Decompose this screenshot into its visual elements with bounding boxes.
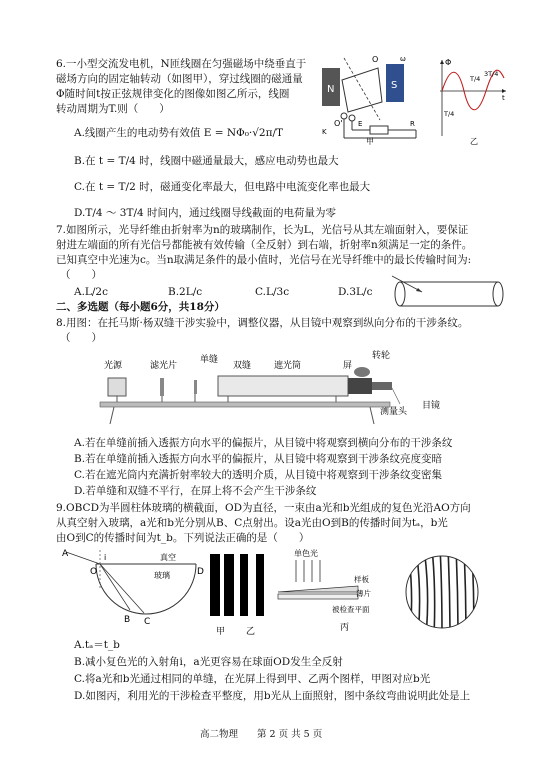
q7-stem-line1: 7.如图所示，光导纤维由折射率为n的玻璃制作，长为L，光信号从其左端面射入，要保证 [56, 224, 469, 236]
optical-fiber-figure [394, 270, 514, 316]
q9-option-d: D.如图丙，利用光的干涉检查平整度，用b光从上面照射，图中条纹弯曲说明此处是上 [74, 690, 471, 702]
svg-text:Φ: Φ [445, 58, 452, 67]
semicircle-arc [96, 564, 196, 614]
svg-text:被检查平面: 被检查平面 [332, 605, 370, 614]
svg-text:转轮: 转轮 [372, 351, 391, 361]
svg-text:O: O [90, 567, 98, 577]
q9-option-b: B.减小复色光的入射角i，a光更容易在球面OD发生全反射 [74, 656, 343, 668]
flatness-test-figure [274, 546, 384, 638]
q7-option-c: C.L/3c [255, 286, 290, 298]
svg-text:甲: 甲 [366, 137, 374, 146]
q6-stem-line2: 磁场方向的固定轴转动（如图甲），穿过线圈的磁通量 [56, 73, 303, 85]
svg-text:ω: ω [400, 55, 406, 63]
double-slit-apparatus [100, 342, 460, 432]
q9-stem-line2: 从真空射入玻璃，a光和b光分别从B、C点射出。设a光由O到B的传播时间为tₐ，b光 [56, 517, 448, 529]
svg-text:K: K [322, 128, 327, 136]
section-multiple-choice-title: 二、多选题（每小题6分，共18分） [56, 301, 225, 313]
resistor-icon [370, 126, 388, 134]
q9-option-a: A.tₐ＝t_b [74, 639, 120, 651]
svg-text:i: i [104, 553, 107, 562]
interference-fringes-circle [402, 552, 482, 632]
q8-option-d: D.若单缝和双缝不平行，在屏上将不会产生干涉条纹 [74, 485, 317, 497]
ray-oc [100, 564, 144, 613]
q6-stem-line4: 转动周期为T.则（ ） [56, 103, 170, 115]
q8-stem-line2: （ ） [60, 332, 102, 344]
svg-text:丙: 丙 [340, 623, 350, 633]
svg-text:乙: 乙 [470, 137, 478, 146]
svg-text:3T/4: 3T/4 [484, 70, 499, 78]
shade-tube [218, 376, 348, 396]
svg-text:T/4: T/4 [444, 110, 455, 118]
svg-text:甲: 甲 [216, 627, 226, 637]
svg-text:O': O' [334, 119, 343, 128]
q8-stem-line1: 8.用图：在托马斯·杨双缝干涉实验中，调整仪器，从目镜中观察到纵向分布的干涉条纹。 [56, 317, 469, 329]
flux-graph [432, 56, 512, 146]
eyepiece [372, 382, 392, 390]
svg-text:T/4: T/4 [470, 75, 481, 83]
q7-stem-line4: （ ） [60, 269, 102, 281]
q6-option-c: C.在 t = T/2 时，磁通变化率最大，但电路中电流变化率也最大 [74, 181, 371, 193]
q9-stem-line1: 9.OBCD为半圆柱体玻璃的横截面，OD为直径，一束由a光和b光组成的复色光沿AO方向 [56, 502, 471, 514]
q6-option-a: A.线圈产生的电动势有效值 E = NΦ₀·√2π/T [74, 127, 284, 139]
single-slit [194, 380, 197, 394]
q8-option-c: C.若在遮光筒内充满折射率较大的透明介质，从目镜中将观察到干涉条纹变密集 [74, 469, 442, 481]
q7-option-a: A.L/2c [74, 286, 108, 298]
fiber-left-end [395, 282, 405, 306]
svg-text:S: S [391, 80, 398, 91]
optical-bench [100, 402, 390, 407]
q7-option-d: D.3L/c [338, 286, 373, 298]
svg-text:滤光片: 滤光片 [150, 361, 178, 371]
rotation-axis [344, 58, 380, 120]
svg-text:薄片: 薄片 [356, 589, 371, 598]
svg-text:t: t [502, 94, 505, 102]
fiber-right-end [493, 282, 503, 306]
svg-text:乙: 乙 [246, 627, 256, 637]
q8-option-a: A.若在单缝前插入透振方向水平的偏振片，从目镜中将观察到横向分布的干涉条纹 [74, 437, 453, 449]
svg-text:N: N [327, 84, 335, 95]
filter [160, 378, 164, 396]
svg-text:屏: 屏 [343, 361, 353, 371]
q6-option-d: D.T/4 ～ 3T/4 时间内，通过线圈导线截面的电荷量为零 [74, 207, 337, 219]
incident-ray-ao [66, 552, 100, 564]
svg-text:单缝: 单缝 [200, 355, 219, 365]
coil-loop [342, 68, 382, 112]
svg-text:D: D [197, 567, 204, 577]
page-footer: 高二物理 第 2 页 共 5 页 [200, 729, 323, 740]
svg-text:O: O [372, 55, 379, 64]
svg-text:光源: 光源 [104, 361, 123, 371]
q8-option-b: B.若在单缝前插入透振方向水平的偏振片，从目镜中将观察到干涉条纹亮度变暗 [74, 453, 443, 465]
q6-stem-line1: 6.一小型交流发电机，N匝线圈在匀强磁场中绕垂直于 [56, 58, 307, 70]
svg-text:双缝: 双缝 [233, 361, 252, 371]
q7-option-b: B.2L/c [168, 286, 203, 298]
svg-text:E: E [358, 120, 363, 128]
measuring-head [348, 378, 372, 394]
svg-text:单色光: 单色光 [294, 549, 318, 558]
test-plane [278, 594, 358, 599]
q7-stem-line3: 已知真空中光速为c。当n取满足条件的最小值时，光信号在光导纤维中的最长传输时间为: [56, 254, 472, 266]
diffraction-patterns [208, 552, 268, 642]
svg-text:A: A [62, 549, 69, 559]
svg-text:C: C [144, 617, 151, 627]
light-source [108, 378, 126, 396]
q9-option-c: C.将a光和b光通过相同的单缝，在光屏上得到甲、乙两个图样，甲图对应b光 [74, 673, 431, 685]
rotating-wheel [354, 367, 370, 377]
svg-text:目镜: 目镜 [422, 401, 441, 411]
q6-option-b: B.在 t = T/4 时，线圈中磁通量最大，感应电动势也最大 [74, 155, 339, 167]
sample-plate [278, 586, 358, 592]
q6-stem-line3: Φ随时间t按正弦规律变化的图像如图乙所示，线圈 [56, 88, 290, 100]
generator-figure [314, 50, 434, 145]
svg-text:测量头: 测量头 [380, 407, 408, 417]
svg-text:样板: 样板 [354, 575, 369, 584]
svg-text:真空: 真空 [160, 553, 176, 562]
svg-text:玻璃: 玻璃 [154, 571, 170, 580]
svg-text:R: R [410, 120, 415, 128]
semicylinder-figure [60, 548, 204, 628]
svg-text:B: B [124, 615, 131, 625]
q7-stem-line2: 射进左端面的所有光信号都能被有效传输（全反射）到右端，折射率n须满足一定的条件。 [56, 239, 473, 251]
q9-stem-line3: 由O到C的传播时间为t_b。下列说法正确的是（ ） [56, 532, 310, 544]
svg-text:遮光筒: 遮光筒 [274, 361, 302, 371]
